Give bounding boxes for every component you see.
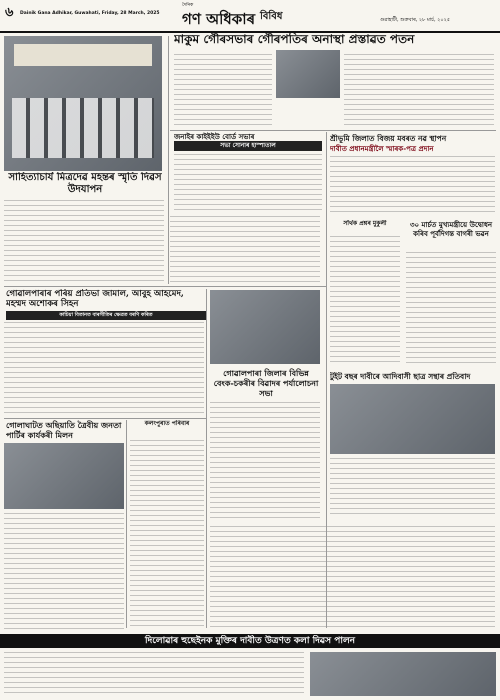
goalpara-zilla-body: [210, 402, 320, 522]
golaghat-body: [4, 513, 124, 633]
golaghat-headline: গোলাঘাটত অছিয়াতি ত্ৰৈবীয় জনতা পাৰ্টিৰ কাৰ্যকৰী মিলন: [6, 420, 122, 440]
dilwar-bar: [0, 634, 500, 648]
sahitya-headline: সাহিত্যাচাৰ্য মিত্ৰদেৱ মহন্তৰ স্মৃতি দিৱস উদযাপন: [8, 172, 162, 195]
section-name: বিবিধ: [260, 11, 283, 22]
sahitya-body: [4, 200, 164, 285]
goalpara-zilla-headline: গোৱালপাৰা জিলাৰ বিভিন্ন বেংক-চকৰীৰ বিৱাদৰ পৰ্যালোচনা সভা: [213, 368, 319, 398]
column-rule: [126, 420, 127, 628]
dilwar-headline: দিলোৱাৰ হুছেইনক মুক্তিৰ দাবীত উত্ৰণত কলা দিৱস পালন: [144, 636, 356, 646]
jonai-body: [174, 154, 322, 214]
goalpara-subhead: কাচিয়া বিতানত বাৰগীতিৰ ক্ষেত্ৰত বৰণি কৰিত: [6, 311, 206, 320]
maxum-body-2: [344, 54, 494, 128]
tea-headline: টুইট বছৰ দাবীৰে আদিবাসী ছাত্ৰ সন্থাৰ প্ৰতিবাদ: [330, 372, 471, 381]
goalpara-headline: গোৱালপাৰাৰ পৰিয় প্ৰতিভা জামাল, আবুহ আহমেদ, মহম্মদ অশোকৰ সিহন: [6, 289, 184, 309]
row-rule: [4, 286, 326, 287]
shrine-headline: সাঁৰ্থক প্ৰশ্নৰ মুকুলী: [343, 220, 387, 227]
row-rule: [4, 418, 206, 419]
paper-logo: গণ অধিকাৰ: [182, 10, 256, 28]
imprint-line: Dainik Gana Adhikar, Guwahati, Friday, 28 March, 2025: [20, 11, 160, 16]
masthead: [0, 0, 500, 33]
bijoy-body: [330, 156, 495, 216]
maxum-headline: মাকুম গৌৰসভাৰ গৌৰপতিৰ অনাস্থা প্ৰস্তাৱত পতন: [174, 32, 415, 46]
people-silhouettes: [12, 98, 154, 158]
row-rule: [170, 130, 496, 131]
masthead-date: গুৱাহাটী, শুক্ৰবাৰ, ২৮ মাৰ্চ, ২০২৫: [380, 17, 451, 23]
jonai-headline: জনাইৰ কাইইইউ বোৰ্ড সভাৰ: [174, 132, 255, 141]
goalpara-zilla-photo: [210, 290, 320, 364]
sahitya-photo: [4, 36, 162, 171]
kalangpur-headline: কলংপুৰাত পৰিবাৰ: [144, 420, 190, 427]
goalpara-zilla-body-2: [210, 526, 495, 630]
dilwar-body: [4, 652, 304, 696]
bijoy-headline: শ্ৰীভূমি জিলাত বিজয় মবৰত নৱ স্থাপন: [330, 134, 447, 143]
column-rule: [326, 132, 327, 628]
sahitya-body-2: [170, 216, 320, 286]
column-rule: [206, 289, 207, 628]
mukhyamantri-headline: ৩০ মাৰ্চত মুখ্যমন্ত্ৰীয়ে উদ্বোধন কৰিব পূৰ্বদিগন্ত বাগৰী ভৱন: [409, 220, 493, 238]
kalangpur-body: [130, 440, 204, 630]
golaghat-photo: [4, 443, 124, 509]
column-rule: [168, 36, 169, 284]
masthead-prefix: দৈনিক: [182, 3, 194, 8]
bijoy-subhead: দাবীত প্ৰধানমন্ত্ৰীলৈ স্মাৰক-পত্ৰ প্ৰদান: [330, 144, 434, 153]
banner-shape: [14, 44, 152, 66]
goalpara-body: [4, 322, 204, 417]
jonai-subhead: সভা সোনাৰ হাস্পাতাল: [174, 141, 322, 151]
maxum-body: [174, 54, 272, 128]
page-number: ৬: [5, 5, 14, 20]
dilwar-photo: [310, 652, 496, 696]
tea-photo: [330, 384, 495, 454]
shrine-body: [330, 236, 400, 366]
maxum-photo: [276, 50, 340, 98]
mukhyamantri-body: [406, 252, 496, 367]
tea-body: [330, 458, 495, 518]
